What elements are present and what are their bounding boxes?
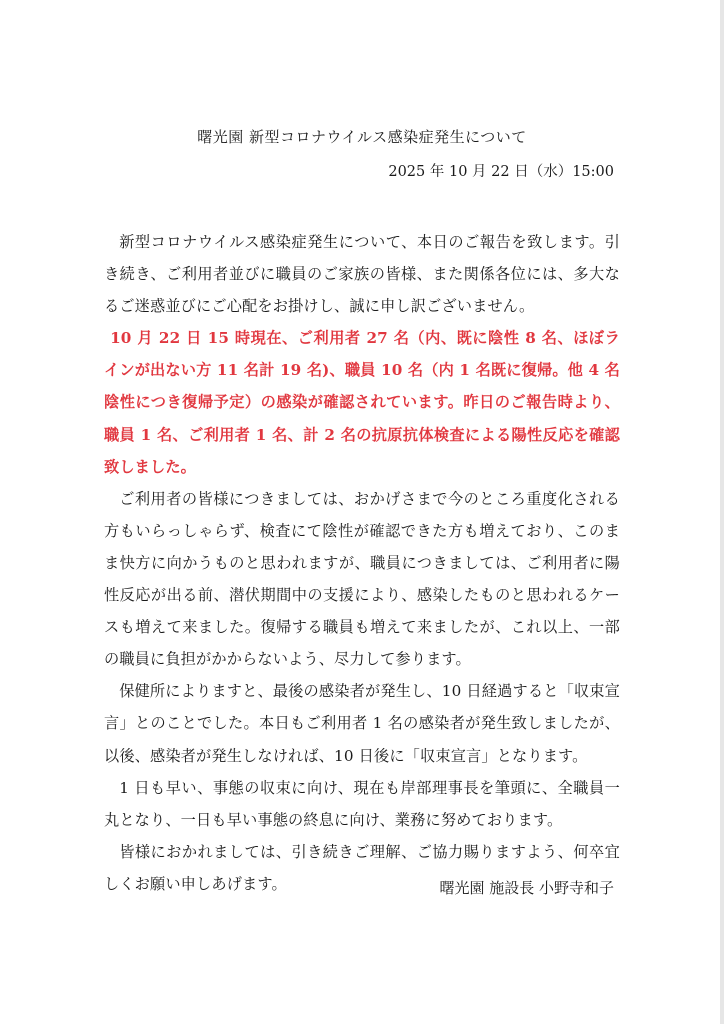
paragraph-closing: 皆様におかれましては、引き続きご理解、ご協力賜りますよう、何卒宜しくお願い申しあげます。 [104, 842, 620, 893]
document-body [104, 226, 620, 900]
document-date: 2025 年 10 月 22 日（水）15:00 [388, 164, 614, 180]
paragraph-infection-status: 10 月 22 日 15 時現在、ご利用者 27 名（内、既に陰性 8 名、ほぼラインが出ない方 11 名計 19 名)、職員 10 名（内 1 名既に復帰。他 4 名陰性につき復帰予定）の感染が確認されています。昨日のご報告時より、職員 1 名、ご利用者 1 名、計 2 名の抗原抗体検査による陽性反応を確認致しました。 [104, 329, 620, 476]
signature: 曙光園 施設長 小野寺和子 [439, 879, 614, 897]
paragraph-efforts: 1 日も早い、事態の収束に向け、現在も岸部理事長を筆頭に、全職員一丸となり、一日も早い事態の終息に向け、業務に努めております。 [104, 778, 620, 829]
document-title: 曙光園 新型コロナウイルス感染症発生について [197, 128, 527, 146]
paragraph-residents-condition: ご利用者の皆様につきましては、おかげさまで今のところ重度化される方もいらっしゃらず、検査にて陰性が確認できた方も増えており、このまま快方に向かうものと思われますが、職員につきましては、ご利用者に陽性反応が出る前、潜伏期間中の支援により、感染したものと思われるケースも増えて来ました。復帰する職員も増えて来ましたが、これ以上、一部の職員に負担がかからないよう、尽力して参ります。 [104, 489, 620, 669]
paragraph-intro: 新型コロナウイルス感染症発生について、本日のご報告を致します。引き続き、ご利用者並びに職員のご家族の皆様、また関係各位には、多大なるご迷惑並びにご心配をお掛けし、誠に申し訳ございません。 [104, 233, 620, 316]
paragraph-health-center: 保健所によりますと、最後の感染者が発生し、10 日経過すると「収束宣言」とのことでした。本日もご利用者 1 名の感染者が発生致しましたが、以後、感染者が発生しなければ、10 日後に「収束宣言」となります。 [104, 682, 620, 765]
